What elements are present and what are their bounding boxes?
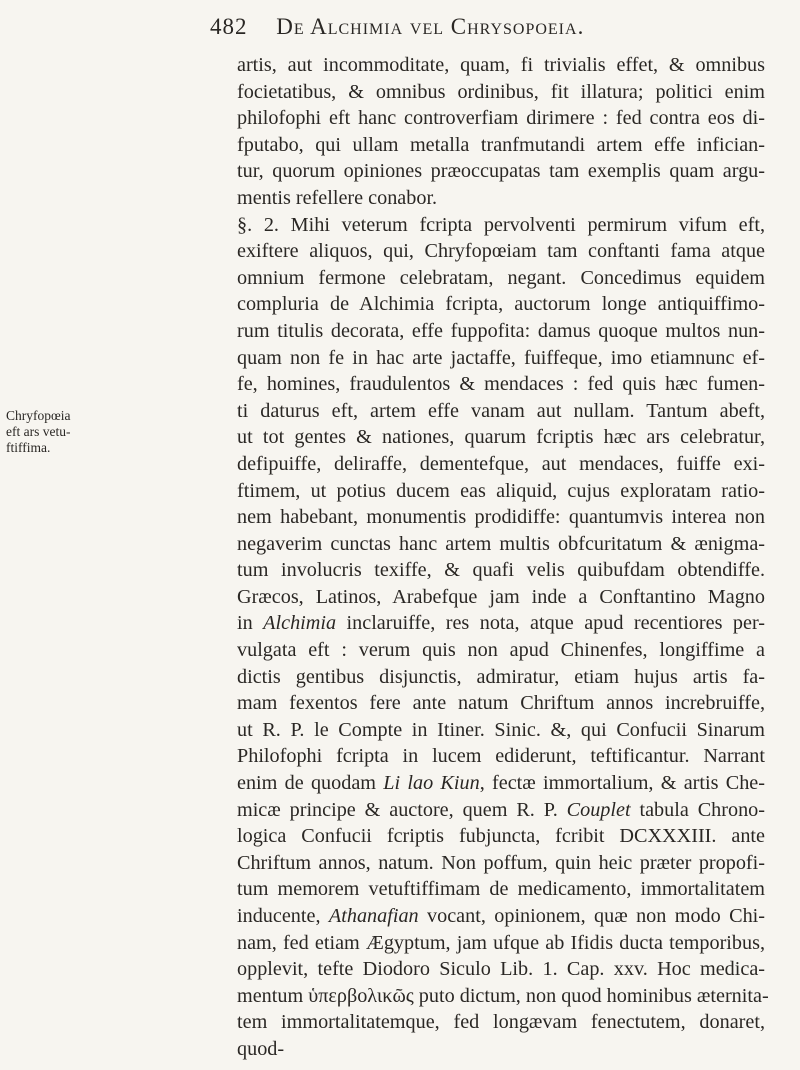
running-title: De Alchimia vel Chrysopoeia. <box>276 14 585 39</box>
text-line: micæ principe & auctore, quem R. P. Couplet tabula Chrono- <box>237 798 765 821</box>
text-line: Philofophi fcripta in lucem ediderunt, teftificantur. Narrant <box>237 745 765 768</box>
catchword: quod- <box>237 1037 285 1060</box>
text-line: ftimem, ut potius ducem eas aliquid, cujus exploratam ratio- <box>237 479 765 502</box>
text-line: fe, homines, fraudulentos & mendaces : fed quis hæc fumen- <box>237 373 765 396</box>
text-line: opplevit, tefte Diodoro Siculo Lib. 1. Cap. xxv. Hoc medica- <box>237 958 765 981</box>
margin-note-line: ftiffima. <box>6 440 51 455</box>
page-header <box>210 14 750 40</box>
text-line: mentum ὑπερβολικῶς puto dictum, non quod hominibus æternita- <box>237 984 769 1007</box>
text-line: enim de quodam Li lao Kiun, fectæ immortalium, & artis Che- <box>237 772 765 795</box>
margin-note <box>6 408 86 456</box>
text-line: fputabo, qui ullam metalla tranfmutandi artem effe infician- <box>237 133 765 156</box>
text-line: focietatibus, & omnibus ordinibus, fit illatura; politici enim <box>237 80 765 103</box>
text-line: ut tot gentes & nationes, quarum fcriptis hæc ars celebratur, <box>237 426 765 449</box>
text-line: tur, quorum opiniones præoccupatas tam exemplis quam argu- <box>237 160 765 183</box>
text-line: ti daturus eft, artem effe vanam aut nullam. Tantum abeft, <box>237 399 765 422</box>
text-line: exiftere aliquos, qui, Chryfopœiam tam conftanti fama atque <box>237 240 765 263</box>
text-line: rum titulis decorata, effe fuppofita: damus quoque multos nun- <box>237 319 765 342</box>
text-line: in Alchimia inclaruiffe, res nota, atque apud recentiores per- <box>237 612 766 635</box>
page-number: 482 <box>210 14 248 39</box>
text-line: inducente, Athanafian vocant, opinionem, quæ non modo Chi- <box>237 905 765 927</box>
text-line: defipuiffe, deliraffe, dementefque, aut mendaces, fuiffe exi- <box>237 452 765 475</box>
text-line: tem immortalitatemque, fed longævam fenectutem, donaret, <box>237 1011 765 1034</box>
text-line: mentis refellere conabor. <box>237 186 438 209</box>
text-line: tum memorem vetuftiffimam de medicamento, immortalitatem <box>237 878 765 901</box>
margin-note-line: Chryfopœia <box>6 408 71 423</box>
text-line: negaverim cunctas hanc artem multis obfcuritatum & ænigma- <box>237 532 765 555</box>
text-line: omnium fermone celebratam, negant. Concedimus equidem <box>237 266 765 289</box>
margin-note-line: eft ars vetu- <box>6 424 71 439</box>
text-line: ut R. P. le Compte in Itiner. Sinic. &, qui Confucii Sinarum <box>237 718 765 741</box>
text-line: artis, aut incommoditate, quam, fi trivialis effet, & omnibus <box>237 54 765 76</box>
text-line: quam non fe in hac arte jactaffe, fuiffeque, imo etiamnunc ef- <box>237 346 765 369</box>
text-line: philofophi eft hanc controverfiam dirimere : fed contra eos di- <box>237 107 765 130</box>
body-text <box>237 52 769 1063</box>
text-line: §. 2. Mihi veterum fcripta pervolventi permirum vifum eft, <box>237 213 765 236</box>
text-line: nem habebant, monumentis prodidiffe: quantumvis interea non <box>237 506 765 529</box>
text-line: compluria de Alchimia fcripta, auctorum longe antiquiffimo- <box>237 293 765 316</box>
text-line: vulgata eft : verum quis non apud Chinenfes, longiffime a <box>237 639 765 662</box>
text-line: dictis gentibus disjunctis, admiratur, etiam hujus artis fa- <box>237 665 765 688</box>
text-line: Græcos, Latinos, Arabefque jam inde a Conftantino Magno <box>237 585 765 608</box>
text-line: logica Confucii fcriptis fubjuncta, fcribit DCXXXIII. ante <box>237 825 765 848</box>
text-line: nam, fed etiam Ægyptum, jam ufque ab Ifidis ducta temporibus, <box>237 931 765 954</box>
text-line: Chriftum annos, natum. Non poffum, quin heic præter propofi- <box>237 851 765 874</box>
text-line: mam fexentos fere ante natum Chriftum annos increbruiffe, <box>237 692 765 715</box>
text-line: tum involucris texiffe, & quafi velis quibufdam obtendiffe. <box>237 559 765 582</box>
